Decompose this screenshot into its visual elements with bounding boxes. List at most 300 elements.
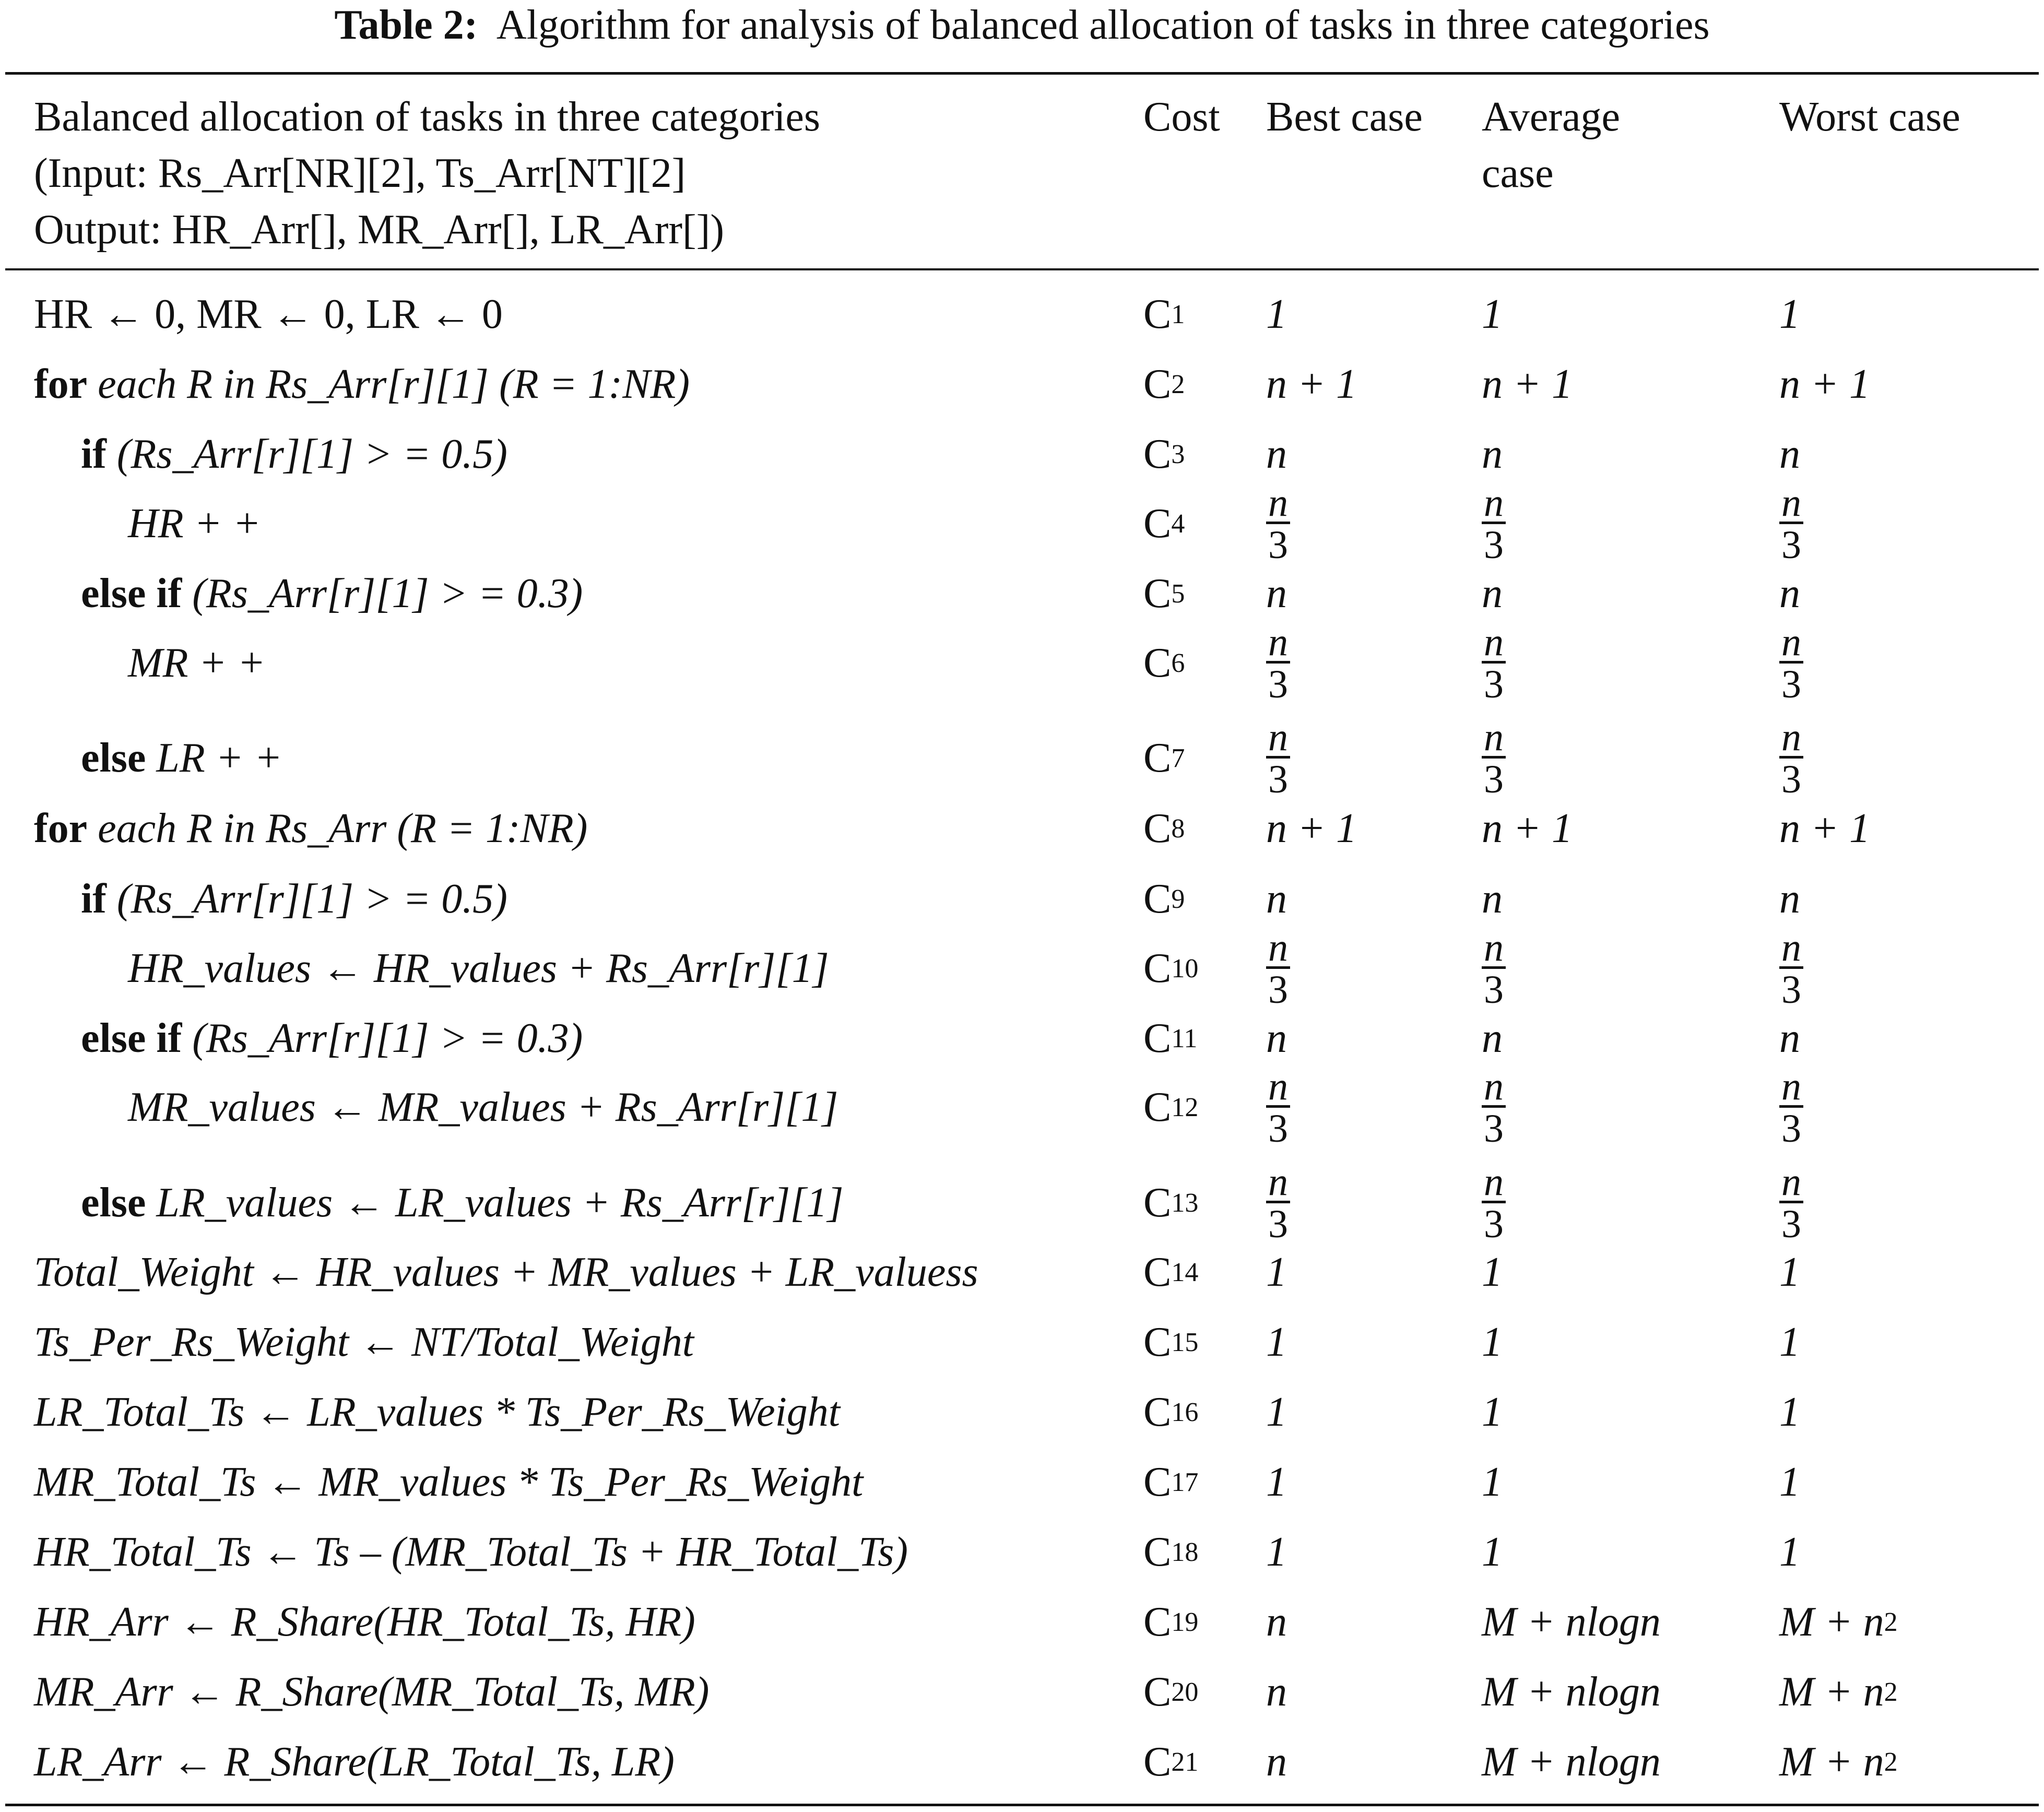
step-text: (Rs_Arr[r][1] > = 0.5) <box>106 875 507 922</box>
average-case-cell-value: M + nlogn <box>1482 1668 1661 1715</box>
fraction-numerator: n <box>1779 623 1803 664</box>
fraction-numerator: n <box>1779 718 1803 759</box>
algorithm-step <box>34 1587 695 1657</box>
worst-case-cell <box>1779 1003 1800 1073</box>
best-case-cell-value: 1 <box>1266 1459 1287 1505</box>
algorithm-step <box>34 1307 694 1377</box>
average-case-cell <box>1482 480 1506 567</box>
average-case-cell <box>1482 1064 1506 1151</box>
cost-cell <box>1143 1727 1198 1797</box>
algorithm-step <box>81 723 282 793</box>
cost-cell <box>1143 1657 1198 1727</box>
cost-symbol: C <box>1143 945 1172 991</box>
best-case-cell-value: 1 <box>1266 291 1287 337</box>
fraction-numerator: n <box>1266 718 1290 759</box>
step-text: HR_Arr ← R_Share(HR_Total_Ts, HR) <box>34 1598 695 1645</box>
average-case-cell <box>1482 1307 1503 1377</box>
step-text: LR_Total_Ts ← LR_values * Ts_Per_Rs_Weight <box>34 1389 841 1435</box>
header-algorithm-line-2: (Input: Rs_Arr[NR][2], Ts_Arr[NT][2] <box>34 150 686 196</box>
cost-cell <box>1143 723 1185 793</box>
best-case-cell <box>1266 925 1290 1012</box>
fraction-numerator: n <box>1266 1163 1290 1203</box>
worst-case-cell <box>1779 279 1800 349</box>
worst-case-cell <box>1779 1657 1898 1727</box>
best-case-cell-value: n + 1 <box>1266 805 1357 851</box>
step-text: MR_values ← MR_values + Rs_Arr[r][1] <box>128 1084 838 1130</box>
average-case-cell-value: n + 1 <box>1482 361 1573 407</box>
worst-case-cell <box>1779 1727 1898 1797</box>
average-case-cell <box>1482 419 1503 489</box>
fraction <box>1266 620 1290 706</box>
header-average-line-1: Average <box>1482 94 1620 140</box>
fraction-numerator: n <box>1266 484 1290 524</box>
algorithm-step <box>34 794 587 863</box>
header-algorithm-line-3: Output: HR_Arr[], MR_Arr[], LR_Arr[]) <box>34 207 724 253</box>
fraction-denominator: 3 <box>1781 967 1801 1012</box>
algorithm-step <box>81 1003 583 1073</box>
exponent: 2 <box>1884 1607 1898 1637</box>
fraction-numerator: n <box>1779 1163 1803 1203</box>
average-case-cell-value: n + 1 <box>1482 805 1573 851</box>
fraction <box>1779 1159 1803 1246</box>
fraction-denominator: 3 <box>1781 757 1801 801</box>
table-row <box>0 349 2044 419</box>
algorithm-step <box>81 559 583 629</box>
average-case-cell-value: 1 <box>1482 1389 1503 1435</box>
best-case-cell <box>1266 1064 1290 1151</box>
fraction-denominator: 3 <box>1484 662 1504 706</box>
algorithm-step <box>81 419 507 489</box>
cost-subscript: 1 <box>1171 299 1185 329</box>
keyword: else if <box>81 570 182 617</box>
fraction <box>1482 480 1506 567</box>
cost-subscript: 14 <box>1171 1257 1199 1287</box>
average-case-cell <box>1482 1447 1503 1517</box>
best-case-cell-value: n <box>1266 1598 1287 1645</box>
cost-cell <box>1143 279 1185 349</box>
exponent: 2 <box>1884 1747 1898 1777</box>
cost-subscript: 9 <box>1171 884 1185 914</box>
cost-cell <box>1143 1447 1198 1517</box>
cost-symbol: C <box>1143 1529 1172 1575</box>
exponent: 2 <box>1884 1677 1898 1707</box>
cost-symbol: C <box>1143 1015 1172 1061</box>
table-caption <box>0 0 2044 57</box>
fraction-denominator: 3 <box>1484 757 1504 801</box>
worst-case-cell <box>1779 925 1803 1012</box>
best-case-cell-value: 1 <box>1266 1249 1287 1295</box>
average-case-cell <box>1482 925 1506 1012</box>
best-case-cell <box>1266 1517 1287 1587</box>
average-case-cell <box>1482 1003 1503 1073</box>
fraction-denominator: 3 <box>1484 1202 1504 1246</box>
table-row <box>0 1237 2044 1307</box>
step-text: HR_Total_Ts ← Ts – (MR_Total_Ts + HR_Total_Ts) <box>34 1529 908 1575</box>
cost-cell <box>1143 489 1185 559</box>
cost-cell <box>1143 1003 1197 1073</box>
cost-subscript: 21 <box>1171 1747 1199 1777</box>
step-text: (Rs_Arr[r][1] > = 0.5) <box>106 431 507 477</box>
best-case-cell <box>1266 1159 1290 1246</box>
algorithm-step <box>128 933 829 1003</box>
best-case-cell-value: n <box>1266 1015 1287 1061</box>
cost-cell <box>1143 628 1185 698</box>
step-text: LR_values ← LR_values + Rs_Arr[r][1] <box>146 1179 844 1226</box>
worst-case-cell-value: 1 <box>1779 1249 1800 1295</box>
worst-case-cell <box>1779 1307 1800 1377</box>
algorithm-step <box>34 279 503 349</box>
fraction-denominator: 3 <box>1781 1106 1801 1151</box>
table-row <box>0 794 2044 863</box>
average-case-cell <box>1482 1657 1661 1727</box>
fraction-numerator: n <box>1266 929 1290 969</box>
best-case-cell <box>1266 1657 1287 1727</box>
cost-subscript: 4 <box>1171 508 1185 539</box>
fraction-denominator: 3 <box>1268 662 1288 706</box>
cost-symbol: C <box>1143 1459 1172 1505</box>
table-row <box>0 1727 2044 1797</box>
fraction <box>1482 620 1506 706</box>
fraction <box>1266 1064 1290 1151</box>
cost-cell <box>1143 933 1198 1003</box>
best-case-cell <box>1266 1003 1287 1073</box>
worst-case-cell-value: 1 <box>1779 1459 1800 1505</box>
algorithm-step <box>34 1727 675 1797</box>
average-case-cell <box>1482 1159 1506 1246</box>
fraction <box>1266 925 1290 1012</box>
cost-symbol: C <box>1143 1668 1172 1715</box>
table-row <box>0 419 2044 489</box>
header-average-case <box>1482 89 1620 202</box>
step-text: (Rs_Arr[r][1] > = 0.3) <box>182 1015 583 1061</box>
cost-subscript: 17 <box>1171 1467 1199 1497</box>
fraction <box>1779 1064 1803 1151</box>
average-case-cell <box>1482 715 1506 801</box>
fraction-denominator: 3 <box>1268 757 1288 801</box>
step-text: (Rs_Arr[r][1] > = 0.3) <box>182 570 583 617</box>
step-text: Ts_Per_Rs_Weight ← NT/Total_Weight <box>34 1319 694 1365</box>
cost-cell <box>1143 1517 1198 1587</box>
table-row <box>0 1447 2044 1517</box>
worst-case-cell-value: M + n <box>1779 1598 1884 1645</box>
cost-cell <box>1143 1237 1198 1307</box>
cost-cell <box>1143 559 1185 629</box>
best-case-cell <box>1266 480 1290 567</box>
average-case-cell-value: 1 <box>1482 1529 1503 1575</box>
fraction <box>1266 1159 1290 1246</box>
worst-case-cell <box>1779 1377 1800 1447</box>
step-text: LR + + <box>146 735 282 781</box>
fraction <box>1482 1064 1506 1151</box>
worst-case-cell <box>1779 349 1870 419</box>
best-case-cell <box>1266 1237 1287 1307</box>
cost-subscript: 15 <box>1171 1327 1199 1357</box>
worst-case-cell <box>1779 715 1803 801</box>
table-row <box>0 1003 2044 1073</box>
best-case-cell <box>1266 559 1287 629</box>
table-row <box>0 1307 2044 1377</box>
fraction <box>1779 715 1803 801</box>
keyword: else <box>81 735 146 781</box>
keyword: if <box>81 875 107 922</box>
average-case-cell <box>1482 349 1573 419</box>
algorithm-step <box>34 1517 908 1587</box>
cost-symbol: C <box>1143 1179 1172 1226</box>
table-row <box>0 620 2044 706</box>
fraction <box>1779 620 1803 706</box>
cost-subscript: 13 <box>1171 1188 1199 1218</box>
step-text: each R in Rs_Arr[r][1] (R = 1:NR) <box>87 361 690 407</box>
average-case-cell-value: n <box>1482 875 1503 922</box>
cost-subscript: 12 <box>1171 1092 1199 1122</box>
fraction-numerator: n <box>1779 484 1803 524</box>
worst-case-cell-value: n <box>1779 431 1800 477</box>
step-text: MR + + <box>128 639 266 686</box>
cost-symbol: C <box>1143 735 1172 781</box>
cost-symbol: C <box>1143 291 1172 337</box>
algorithm-step <box>34 1377 840 1447</box>
worst-case-cell <box>1779 1237 1800 1307</box>
step-text: LR_Arr ← R_Share(LR_Total_Ts, LR) <box>34 1738 675 1785</box>
table-row <box>0 480 2044 567</box>
cost-subscript: 6 <box>1171 648 1185 678</box>
step-text: HR ← 0, MR ← 0, LR ← 0 <box>34 291 503 337</box>
cost-symbol: C <box>1143 875 1172 922</box>
cost-symbol: C <box>1143 1319 1172 1365</box>
best-case-cell <box>1266 349 1357 419</box>
cost-subscript: 20 <box>1171 1677 1199 1707</box>
cost-symbol: C <box>1143 500 1172 547</box>
worst-case-cell <box>1779 1517 1800 1587</box>
table-row <box>0 1377 2044 1447</box>
fraction-numerator: n <box>1482 1163 1506 1203</box>
algorithm-step <box>81 864 507 934</box>
average-case-cell <box>1482 620 1506 706</box>
best-case-cell-value: 1 <box>1266 1319 1287 1365</box>
fraction-denominator: 3 <box>1268 1106 1288 1151</box>
fraction-denominator: 3 <box>1781 523 1801 567</box>
step-text: MR_Arr ← R_Share(MR_Total_Ts, MR) <box>34 1668 710 1715</box>
fraction <box>1482 715 1506 801</box>
cost-cell <box>1143 1307 1198 1377</box>
cost-cell <box>1143 1168 1198 1238</box>
cost-subscript: 8 <box>1171 813 1185 844</box>
worst-case-cell-value: M + n <box>1779 1738 1884 1785</box>
best-case-cell <box>1266 1377 1287 1447</box>
best-case-cell-value: 1 <box>1266 1529 1287 1575</box>
best-case-cell-value: n + 1 <box>1266 361 1357 407</box>
algorithm-step <box>128 489 261 559</box>
keyword: else if <box>81 1015 182 1061</box>
fraction-numerator: n <box>1779 1068 1803 1108</box>
fraction-numerator: n <box>1482 484 1506 524</box>
worst-case-cell <box>1779 559 1800 629</box>
worst-case-cell <box>1779 419 1800 489</box>
fraction <box>1482 925 1506 1012</box>
worst-case-cell <box>1779 794 1870 863</box>
cost-symbol: C <box>1143 1084 1172 1130</box>
average-case-cell-value: 1 <box>1482 1319 1503 1365</box>
worst-case-cell <box>1779 620 1803 706</box>
best-case-cell-value: n <box>1266 431 1287 477</box>
best-case-cell <box>1266 1587 1287 1657</box>
cost-subscript: 2 <box>1171 369 1185 399</box>
worst-case-cell <box>1779 1159 1803 1246</box>
worst-case-cell-value: 1 <box>1779 1319 1800 1365</box>
best-case-cell <box>1266 1447 1287 1517</box>
best-case-cell <box>1266 864 1287 934</box>
fraction-numerator: n <box>1266 623 1290 664</box>
table-row <box>0 559 2044 629</box>
worst-case-cell-value: M + n <box>1779 1668 1884 1715</box>
header-algorithm <box>34 89 820 258</box>
average-case-cell <box>1482 864 1503 934</box>
fraction <box>1482 1159 1506 1246</box>
cost-symbol: C <box>1143 1389 1172 1435</box>
cost-subscript: 7 <box>1171 743 1185 773</box>
average-case-cell <box>1482 1517 1503 1587</box>
fraction-denominator: 3 <box>1484 1106 1504 1151</box>
fraction-denominator: 3 <box>1268 967 1288 1012</box>
best-case-cell-value: n <box>1266 1668 1287 1715</box>
step-text: Total_Weight ← HR_values + MR_values + LR_valuess <box>34 1249 978 1295</box>
cost-cell <box>1143 794 1185 863</box>
keyword: for <box>34 361 88 407</box>
cost-cell <box>1143 1072 1198 1142</box>
algorithm-step <box>34 1657 709 1727</box>
cost-cell <box>1143 864 1185 934</box>
step-text: HR_values ← HR_values + Rs_Arr[r][1] <box>128 945 829 991</box>
fraction-numerator: n <box>1266 1068 1290 1108</box>
best-case-cell <box>1266 794 1357 863</box>
cost-subscript: 19 <box>1171 1607 1199 1637</box>
average-case-cell-value: n <box>1482 570 1503 617</box>
average-case-cell <box>1482 279 1503 349</box>
best-case-cell <box>1266 1307 1287 1377</box>
table-row <box>0 925 2044 1012</box>
table-row <box>0 715 2044 801</box>
average-case-cell-value: 1 <box>1482 1249 1503 1295</box>
cost-symbol: C <box>1143 361 1172 407</box>
header-worst-case: Worst case <box>1779 94 1960 140</box>
average-case-cell <box>1482 559 1503 629</box>
average-case-cell-value: M + nlogn <box>1482 1598 1661 1645</box>
cost-symbol: C <box>1143 1249 1172 1295</box>
average-case-cell <box>1482 1377 1503 1447</box>
table-row <box>0 1517 2044 1587</box>
cost-symbol: C <box>1143 1598 1172 1645</box>
keyword: if <box>81 431 107 477</box>
best-case-cell-value: n <box>1266 875 1287 922</box>
average-case-cell <box>1482 1587 1661 1657</box>
best-case-cell <box>1266 419 1287 489</box>
cost-subscript: 5 <box>1171 578 1185 609</box>
algorithm-step <box>128 1072 838 1142</box>
cost-symbol: C <box>1143 805 1172 851</box>
header-cost: Cost <box>1143 94 1220 140</box>
best-case-cell-value: n <box>1266 570 1287 617</box>
algorithm-step <box>34 349 690 419</box>
worst-case-cell <box>1779 480 1803 567</box>
best-case-cell <box>1266 279 1287 349</box>
algorithm-step <box>34 1447 863 1517</box>
cost-subscript: 18 <box>1171 1537 1199 1567</box>
bottom-rule <box>5 1804 2039 1806</box>
cost-cell <box>1143 1377 1198 1447</box>
average-case-cell-value: 1 <box>1482 1459 1503 1505</box>
table-row <box>0 1159 2044 1246</box>
caption-label: Table 2: <box>334 2 478 48</box>
cost-symbol: C <box>1143 570 1172 617</box>
best-case-cell-value: 1 <box>1266 1389 1287 1435</box>
fraction-numerator: n <box>1779 929 1803 969</box>
fraction <box>1779 925 1803 1012</box>
step-text: MR_Total_Ts ← MR_values * Ts_Per_Rs_Weight <box>34 1459 864 1505</box>
fraction-denominator: 3 <box>1781 662 1801 706</box>
average-case-cell-value: n <box>1482 1015 1503 1061</box>
fraction-denominator: 3 <box>1781 1202 1801 1246</box>
fraction-denominator: 3 <box>1268 1202 1288 1246</box>
average-case-cell-value: 1 <box>1482 291 1503 337</box>
worst-case-cell-value: n <box>1779 570 1800 617</box>
fraction-numerator: n <box>1482 1068 1506 1108</box>
best-case-cell <box>1266 620 1290 706</box>
fraction-denominator: 3 <box>1484 523 1504 567</box>
worst-case-cell <box>1779 1587 1898 1657</box>
cost-cell <box>1143 349 1185 419</box>
keyword: else <box>81 1179 146 1226</box>
average-case-cell <box>1482 1727 1661 1797</box>
worst-case-cell <box>1779 864 1800 934</box>
fraction-numerator: n <box>1482 929 1506 969</box>
header-algorithm-line-1: Balanced allocation of tasks in three categories <box>34 94 821 140</box>
header-average-line-2: case <box>1482 150 1554 196</box>
fraction <box>1266 480 1290 567</box>
worst-case-cell-value: 1 <box>1779 1389 1800 1435</box>
algorithm-step <box>34 1237 978 1307</box>
cost-subscript: 16 <box>1171 1397 1199 1427</box>
table-row <box>0 1657 2044 1727</box>
fraction-numerator: n <box>1482 718 1506 759</box>
worst-case-cell-value: n + 1 <box>1779 805 1870 851</box>
worst-case-cell <box>1779 1447 1800 1517</box>
table-row <box>0 864 2044 934</box>
step-text: HR + + <box>128 500 261 547</box>
fraction-numerator: n <box>1482 623 1506 664</box>
worst-case-cell-value: 1 <box>1779 1529 1800 1575</box>
worst-case-cell <box>1779 1064 1803 1151</box>
header-best-case: Best case <box>1266 94 1423 140</box>
average-case-cell <box>1482 794 1573 863</box>
keyword: for <box>34 805 88 851</box>
table-row <box>0 1064 2044 1151</box>
table-row <box>0 279 2044 349</box>
worst-case-cell-value: n <box>1779 1015 1800 1061</box>
cost-subscript: 3 <box>1171 439 1185 469</box>
fraction <box>1779 480 1803 567</box>
average-case-cell <box>1482 1237 1503 1307</box>
top-rule <box>5 72 2039 75</box>
average-case-cell-value: n <box>1482 431 1503 477</box>
worst-case-cell-value: n + 1 <box>1779 361 1870 407</box>
step-text: each R in Rs_Arr (R = 1:NR) <box>87 805 588 851</box>
algorithm-step <box>128 628 265 698</box>
table-row <box>0 1587 2044 1657</box>
header-rule <box>5 268 2039 270</box>
cost-symbol: C <box>1143 639 1172 686</box>
best-case-cell-value: n <box>1266 1738 1287 1785</box>
cost-subscript: 10 <box>1171 953 1199 984</box>
